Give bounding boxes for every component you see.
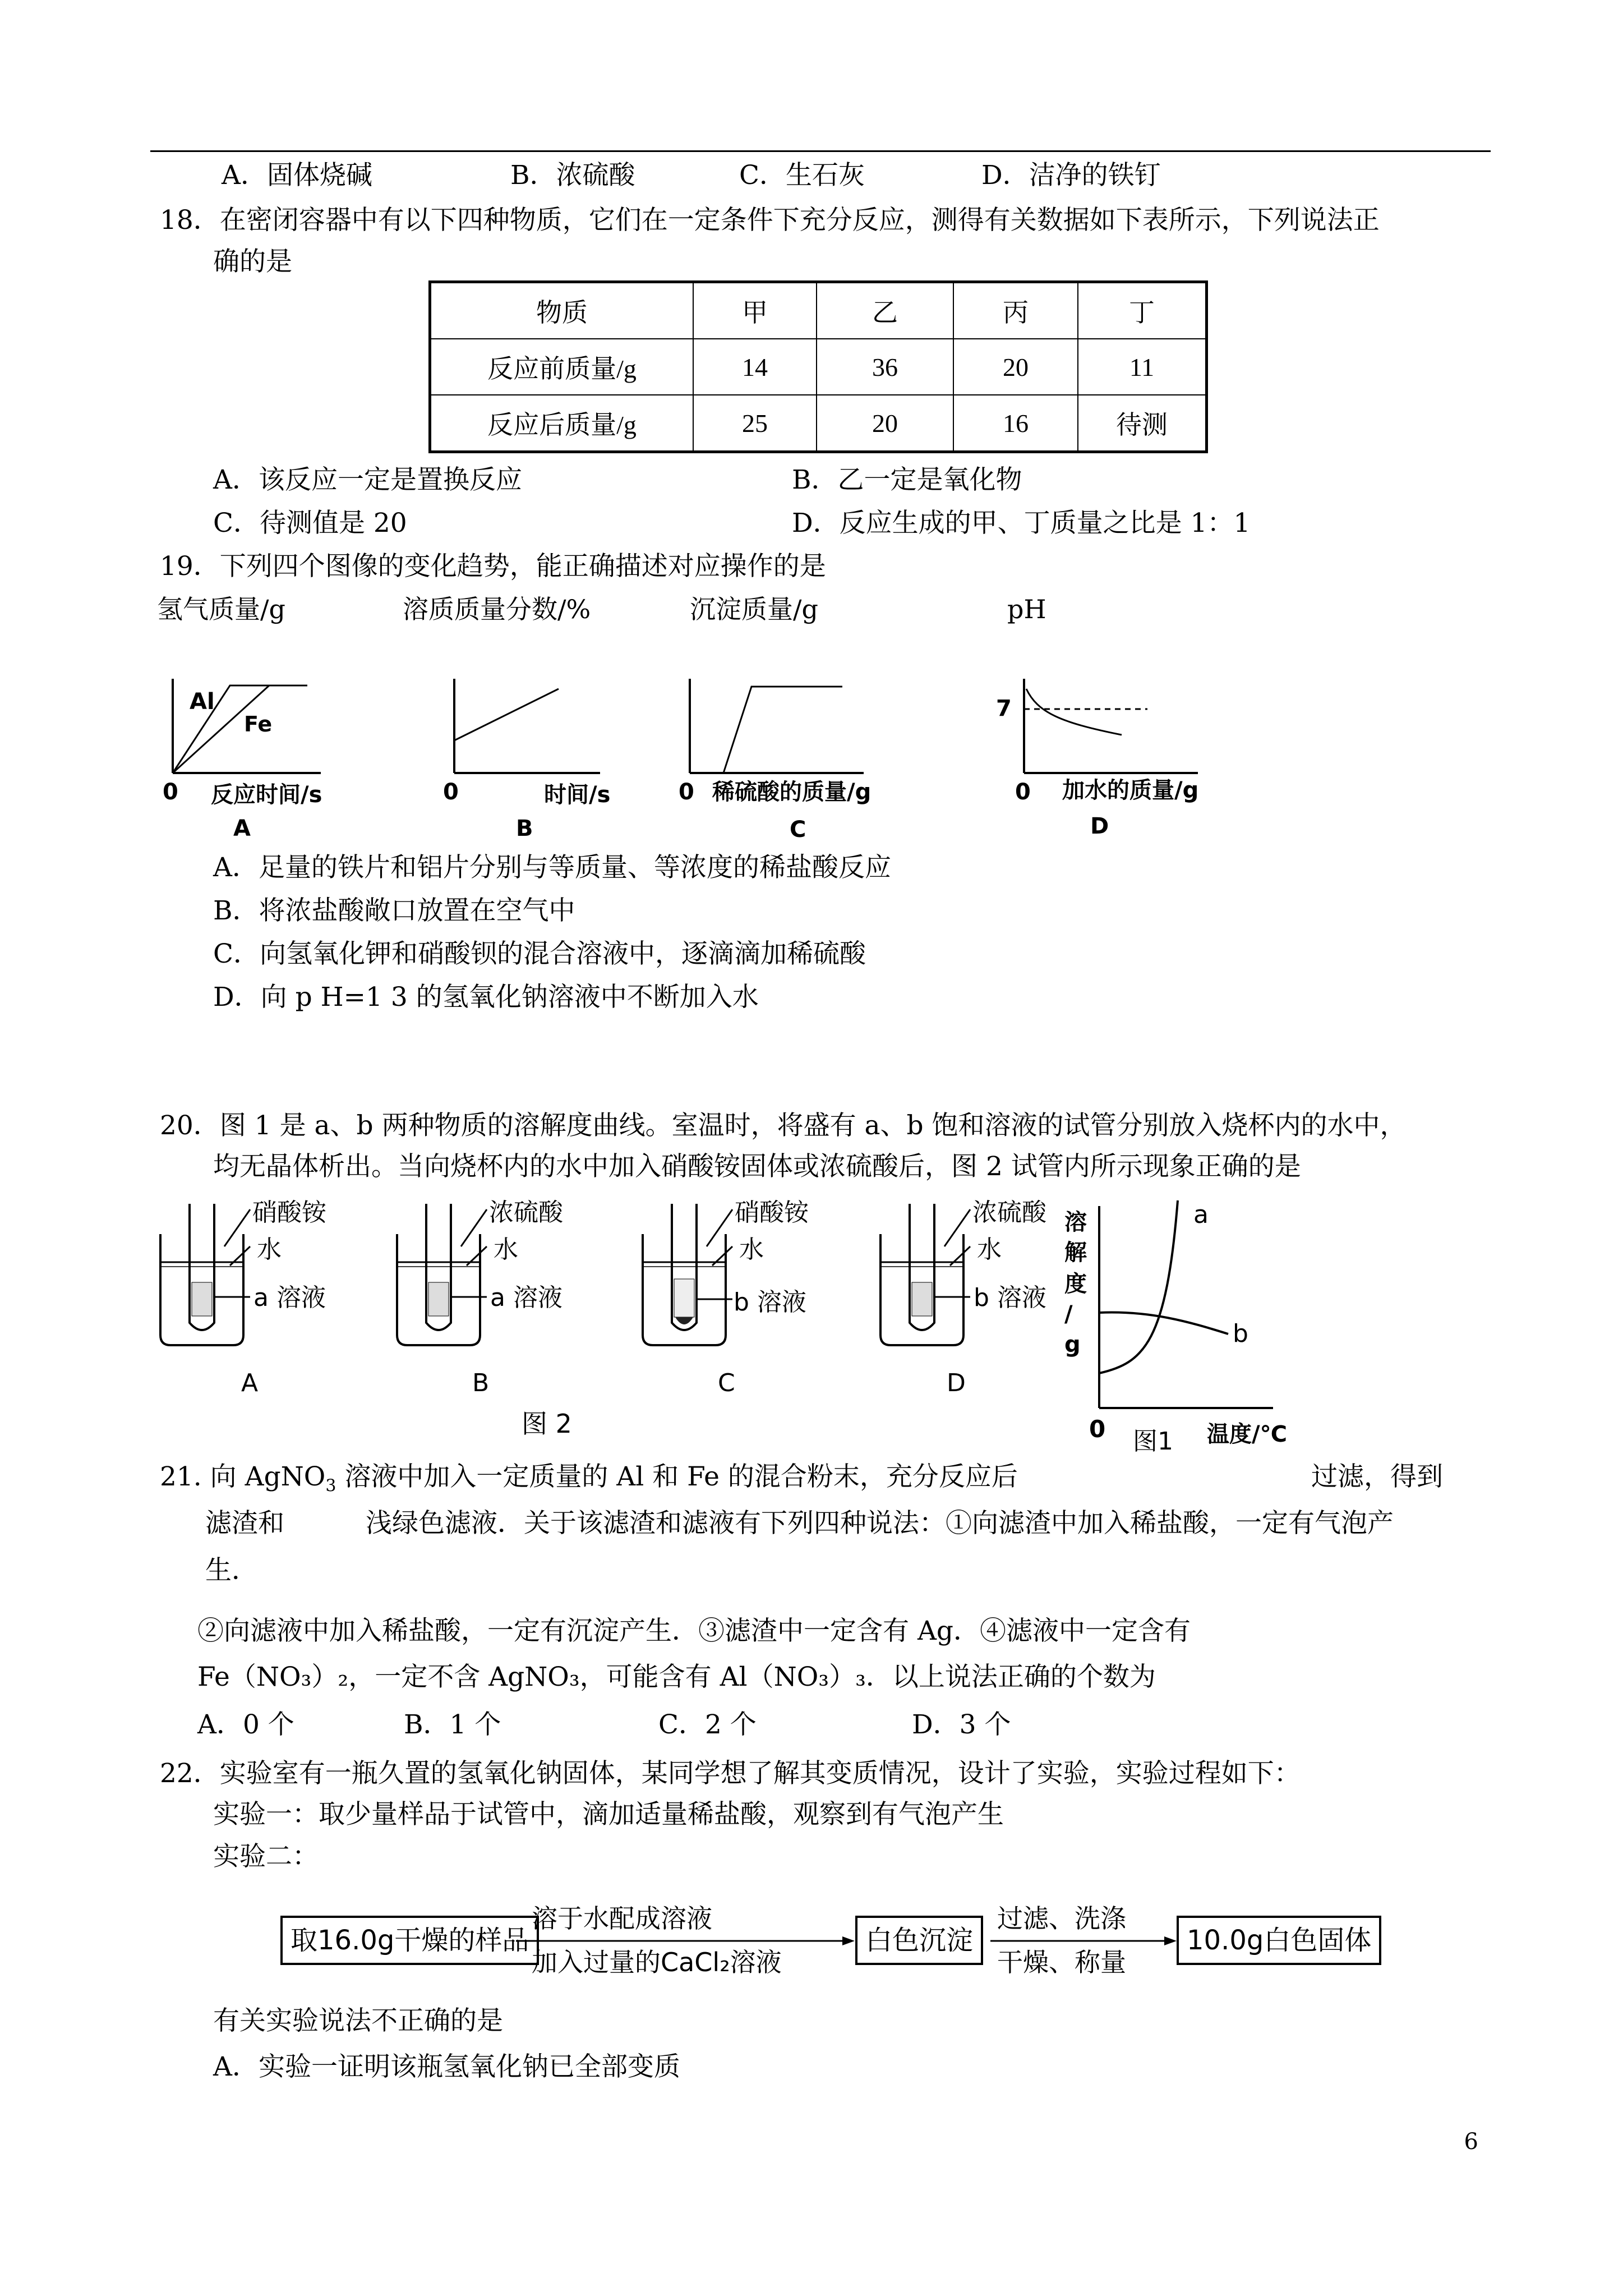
- svg-text:水: 水: [257, 1235, 282, 1264]
- table-row: [430, 395, 1207, 452]
- q21-line1-end: 过滤，得到: [1311, 1461, 1443, 1492]
- curve-b: [1099, 1312, 1228, 1334]
- svg-text:解: 解: [1064, 1240, 1087, 1266]
- q19-graphs: [151, 628, 1273, 847]
- q20-stem-line1: 20．图 1 是 a、b 两种物质的溶解度曲线。室温时，将盛有 a、b 饱和溶液的试管分别放入烧杯内的水中，: [160, 1110, 1407, 1141]
- svg-text:水: 水: [977, 1235, 1002, 1264]
- fig2-caption: 图 2: [522, 1409, 572, 1439]
- q18-option-d: D．反应生成的甲、丁质量之比是 1：1: [792, 508, 1251, 539]
- flow-arrow2-top: 过滤、洗涤: [997, 1903, 1126, 1934]
- flow-box-solid: 10.0g白色固体: [1177, 1916, 1381, 1965]
- beaker-c: [643, 1198, 809, 1397]
- q21-line2-start: 滤渣和: [205, 1508, 284, 1539]
- page-number: 6: [1464, 2129, 1478, 2155]
- svg-text:B: B: [472, 1369, 490, 1397]
- q20-figures: [151, 1195, 1312, 1475]
- x-label: 加水的质量/g: [1062, 777, 1199, 803]
- svg-text:水: 水: [494, 1235, 518, 1264]
- flow-arrow2-bottom: 干燥、称量: [997, 1947, 1126, 1977]
- svg-text:硝酸铵: 硝酸铵: [735, 1198, 809, 1227]
- table-header-row: [430, 282, 1207, 339]
- table-row: [430, 339, 1207, 395]
- svg-text:A: A: [241, 1369, 259, 1397]
- flow-box-sample: 取16.0g干燥的样品: [280, 1916, 539, 1965]
- q18-option-a: A．该反应一定是置换反应: [213, 464, 522, 495]
- svg-text:硝酸铵: 硝酸铵: [252, 1198, 326, 1227]
- svg-text:0: 0: [1089, 1415, 1106, 1443]
- table-cell: 丙: [953, 282, 1078, 339]
- table-cell: 20: [953, 339, 1078, 395]
- table-cell: 16: [953, 395, 1078, 452]
- q17-option-d: D．洁净的铁钉: [981, 160, 1161, 191]
- svg-text:温度/℃: 温度/℃: [1207, 1421, 1288, 1447]
- svg-text:b 溶液: b 溶液: [974, 1283, 1046, 1312]
- svg-text:D: D: [947, 1369, 966, 1397]
- origin-label: 0: [163, 779, 178, 805]
- q17-option-b: B．浓硫酸: [510, 160, 635, 191]
- q19-stem: 19．下列四个图像的变化趋势，能正确描述对应操作的是: [160, 551, 826, 582]
- q21-line4: ②向滤液中加入稀盐酸，一定有沉淀产生．③滤渣中一定含有 Ag．④滤液中一定含有: [197, 1616, 1191, 1646]
- table-cell: 36: [817, 339, 953, 395]
- q21-option-a: A．0 个: [197, 1709, 294, 1740]
- svg-text:浓硫酸: 浓硫酸: [972, 1198, 1046, 1227]
- table-cell: 丁: [1078, 282, 1207, 339]
- fe-label: Fe: [244, 712, 273, 737]
- q21-line3: 生．: [205, 1555, 258, 1586]
- graph-b: [443, 679, 610, 841]
- svg-text:水: 水: [739, 1235, 764, 1264]
- q17-option-a: A．固体烧碱: [222, 160, 372, 191]
- table-cell: 反应后质量/g: [430, 395, 694, 452]
- graph-c-ylabel: 沉淀质量/g: [690, 594, 818, 624]
- svg-text:/: /: [1064, 1301, 1073, 1327]
- q22-exp2: 实验二：: [213, 1841, 319, 1872]
- origin-label: 0: [443, 779, 459, 805]
- q22-stem: 22．实验室有一瓶久置的氢氧化钠固体，某同学想了解其变质情况，设计了实验，实验过程如下：: [160, 1758, 1301, 1789]
- beaker-d: [880, 1198, 1047, 1397]
- graph-a: [163, 679, 322, 841]
- flow-arrows: [516, 1930, 1189, 1952]
- q22-exp1: 实验一：取少量样品于试管中，滴加适量稀盐酸，观察到有气泡产生: [213, 1799, 1004, 1830]
- al-label: Al: [190, 689, 215, 715]
- graph-c: [679, 679, 871, 843]
- graph-letter: B: [516, 816, 533, 841]
- graph-letter: D: [1090, 813, 1109, 839]
- graph-letter: C: [790, 817, 806, 843]
- q21-line1: 21. 向 AgNO$_3$ 溶液中加入一定质量的 Al 和 Fe 的混合粉末，充分反应后: [160, 1461, 1018, 1496]
- q19-option-a: A．足量的铁片和铝片分别与等质量、等浓度的稀盐酸反应: [213, 852, 891, 883]
- q21-line5: Fe（NO₃）₂，一定不含 AgNO₃，可能含有 Al（NO₃）₃．以上说法正确的个数为: [197, 1662, 1156, 1692]
- svg-text:g: g: [1064, 1332, 1081, 1358]
- graph-d: [996, 679, 1198, 839]
- top-rule: [150, 150, 1491, 152]
- graph-a-ylabel: 氢气质量/g: [157, 594, 285, 624]
- ph-curve: [1026, 689, 1122, 735]
- svg-text:a: a: [1193, 1200, 1209, 1229]
- q21-option-b: B．1 个: [404, 1709, 501, 1740]
- svg-text:a 溶液: a 溶液: [253, 1283, 326, 1312]
- q18-option-b: B．乙一定是氧化物: [792, 464, 1022, 495]
- table-cell: 甲: [693, 282, 817, 339]
- table-cell: 11: [1078, 339, 1207, 395]
- fig1-solubility: [1064, 1200, 1287, 1456]
- q22-option-a: A．实验一证明该瓶氢氧化钠已全部变质: [213, 2051, 680, 2082]
- graph-d-ylabel: pH: [1007, 594, 1046, 624]
- q17-option-c: C．生石灰: [739, 160, 865, 191]
- curve-a: [1099, 1200, 1178, 1373]
- arrow-head-icon: [1164, 1936, 1177, 1945]
- svg-text:C: C: [718, 1369, 735, 1397]
- q22-question: 有关实验说法不正确的是: [213, 2005, 503, 2036]
- q19-option-c: C．向氢氧化钾和硝酸钡的混合溶液中，逐滴滴加稀硫酸: [213, 938, 866, 969]
- svg-text:b: b: [1233, 1319, 1248, 1348]
- x-label: 时间/s: [544, 782, 611, 808]
- origin-label: 0: [1015, 779, 1031, 805]
- svg-text:b 溶液: b 溶液: [734, 1288, 806, 1317]
- q19-option-b: B．将浓盐酸敞口放置在空气中: [213, 895, 575, 926]
- q20-stem-line2: 均无晶体析出。当向烧杯内的水中加入硝酸铵固体或浓硫酸后，图 2 试管内所示现象正确的是: [213, 1151, 1301, 1182]
- origin-label: 0: [679, 779, 694, 805]
- q19-option-d: D．向 p H=1 3 的氢氧化钠溶液中不断加入水: [213, 982, 759, 1013]
- b-line: [454, 689, 559, 740]
- flow-arrow1-bottom: 加入过量的CaCl₂溶液: [532, 1947, 782, 1977]
- x-label: 稀硫酸的质量/g: [712, 779, 872, 805]
- q18-stem-line2: 确的是: [213, 246, 292, 277]
- table-cell: 25: [693, 395, 817, 452]
- ph7-label: 7: [996, 696, 1012, 721]
- beaker-a: [160, 1198, 327, 1397]
- c-line: [723, 687, 842, 773]
- graph-letter: A: [233, 816, 251, 841]
- table-cell: 14: [693, 339, 817, 395]
- svg-text:图1: 图1: [1133, 1427, 1173, 1456]
- table-cell: 待测: [1078, 395, 1207, 452]
- q18-option-c: C．待测值是 20: [213, 508, 407, 539]
- q21-line2: 浅绿色滤液．关于该滤渣和滤液有下列四种说法：①向滤渣中加入稀盐酸，一定有气泡产: [366, 1508, 1394, 1539]
- table-cell: 20: [817, 395, 953, 452]
- table-cell: 物质: [430, 282, 694, 339]
- x-label: 反应时间/s: [211, 782, 322, 808]
- graph-b-ylabel: 溶质质量分数/%: [403, 594, 591, 624]
- flow-arrow1-top: 溶于水配成溶液: [532, 1903, 712, 1934]
- flow-box-precipitate: 白色沉淀: [855, 1916, 983, 1965]
- svg-text:a 溶液: a 溶液: [490, 1283, 562, 1312]
- svg-text:溶: 溶: [1064, 1209, 1087, 1235]
- table-cell: 反应前质量/g: [430, 339, 694, 395]
- beaker-b: [397, 1198, 564, 1397]
- svg-text:度: 度: [1064, 1271, 1087, 1297]
- svg-text:浓硫酸: 浓硫酸: [489, 1198, 563, 1227]
- q21-option-c: C．2 个: [658, 1709, 757, 1740]
- q18-data-table: [428, 280, 1208, 453]
- table-cell: 乙: [817, 282, 953, 339]
- q18-stem-line1: 18．在密闭容器中有以下四种物质，它们在一定条件下充分反应，测得有关数据如下表所示，下列说法正: [160, 205, 1380, 236]
- q21-option-d: D．3 个: [912, 1709, 1011, 1740]
- arrow-head-icon: [842, 1936, 855, 1945]
